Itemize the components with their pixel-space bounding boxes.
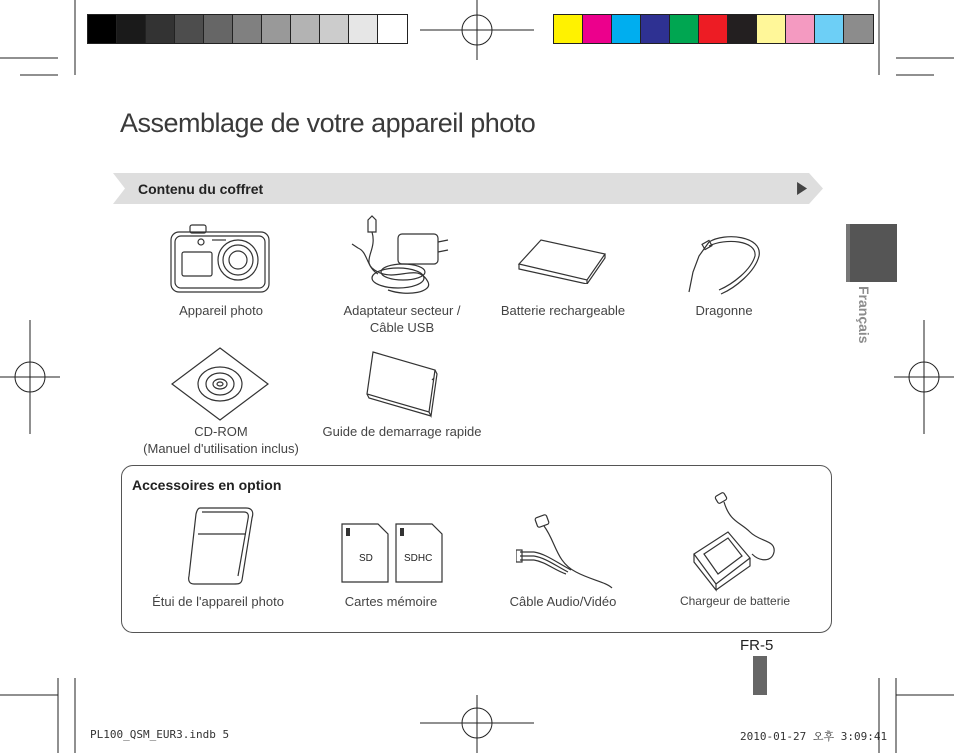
grayscale-swatch <box>175 15 204 43</box>
caption-av-cable: Câble Audio/Vidéo <box>509 594 617 609</box>
grayscale-swatch <box>291 15 320 43</box>
section-title: Contenu du coffret <box>138 181 264 197</box>
grayscale-swatch <box>262 15 291 43</box>
page-number: FR-5 <box>740 637 774 654</box>
caption-battery: Batterie rechargeable <box>500 303 626 318</box>
caption-cdrom-line2: (Manuel d'utilisation inclus) <box>143 441 299 456</box>
strap-icon <box>685 232 765 298</box>
language-tab <box>846 224 897 282</box>
color-swatch <box>844 15 873 43</box>
grayscale-swatch <box>233 15 262 43</box>
caption-guide: Guide de demarrage rapide <box>322 424 482 439</box>
grayscale-swatch <box>204 15 233 43</box>
battery-icon <box>515 236 610 284</box>
cd-rom-icon <box>170 346 270 422</box>
battery-charger-icon <box>690 492 785 592</box>
color-swatch <box>583 15 612 43</box>
caption-cdrom-line1: CD-ROM <box>194 424 248 439</box>
sdhc-card-label: SDHC <box>404 553 433 564</box>
color-swatch <box>670 15 699 43</box>
caption-strap: Dragonne <box>695 303 753 318</box>
color-swatch <box>786 15 815 43</box>
color-swatch <box>728 15 757 43</box>
footer-timestamp: 2010-01-27 오후 3:09:41 <box>740 730 888 743</box>
page-title: Assemblage de votre appareil photo <box>120 108 536 138</box>
grayscale-swatch <box>349 15 378 43</box>
camera-icon <box>168 222 273 296</box>
color-swatch <box>612 15 641 43</box>
sd-card-label: SD <box>359 553 373 564</box>
caption-adapter-line1: Adaptateur secteur / <box>343 303 461 318</box>
color-calibration-bar <box>553 14 874 44</box>
grayscale-swatch <box>320 15 349 43</box>
grayscale-swatch <box>146 15 175 43</box>
caption-charger: Chargeur de batterie <box>679 594 791 608</box>
grayscale-swatch <box>117 15 146 43</box>
av-cable-icon <box>516 512 616 592</box>
caption-case: Étui de l'appareil photo <box>152 594 284 609</box>
power-adapter-icon <box>348 212 458 302</box>
caption-cards: Cartes mémoire <box>344 594 438 609</box>
grayscale-swatch <box>88 15 117 43</box>
optional-accessories-title: Accessoires en option <box>132 477 282 493</box>
language-tab-label: Français <box>856 286 872 344</box>
color-swatch <box>699 15 728 43</box>
camera-case-icon <box>186 504 256 586</box>
color-swatch <box>757 15 786 43</box>
page-number-bar <box>753 656 767 695</box>
grayscale-swatch <box>378 15 407 43</box>
color-swatch <box>641 15 670 43</box>
language-tab-stripe <box>846 224 850 282</box>
color-swatch <box>815 15 844 43</box>
caption-camera: Appareil photo <box>179 303 263 318</box>
quick-guide-icon <box>365 350 440 418</box>
color-swatch <box>554 15 583 43</box>
footer-filename: PL100_QSM_EUR3.indb 5 <box>90 728 230 741</box>
grayscale-calibration-bar <box>87 14 408 44</box>
caption-adapter-line2: Câble USB <box>369 320 435 335</box>
